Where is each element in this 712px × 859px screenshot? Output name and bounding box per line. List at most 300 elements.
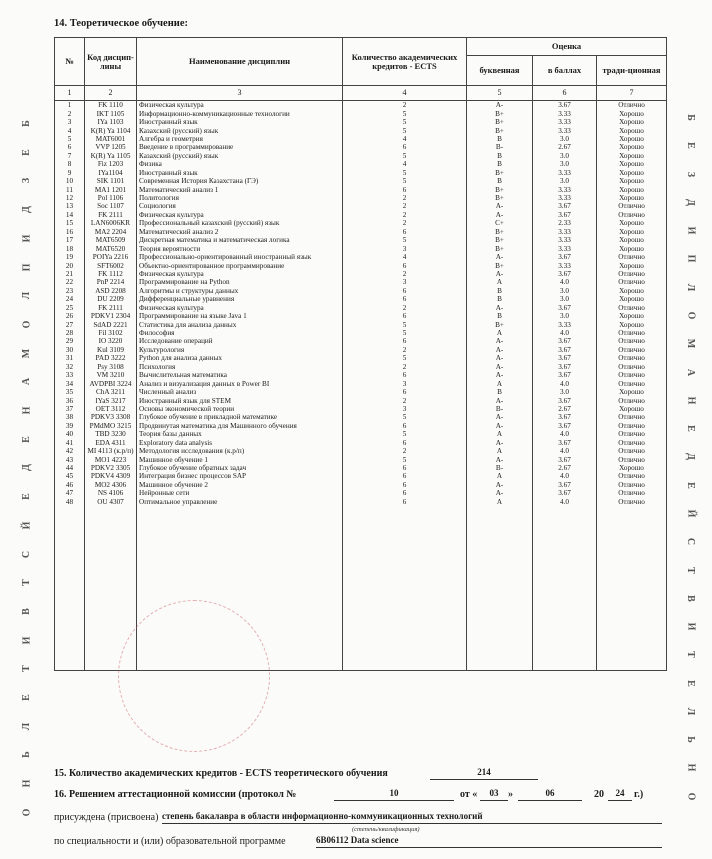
letter-grade: A- [467,439,533,447]
row-number: 33 [55,371,85,379]
table-row [55,118,667,126]
credits: 2 [343,101,467,110]
row-number: 30 [55,346,85,354]
traditional-grade: Отлично [597,354,667,362]
discipline-name: Основы экономической теории [137,405,343,413]
letter-grade: A- [467,371,533,379]
letter-grade: B [467,287,533,295]
grade-points: 3.67 [533,101,597,110]
traditional-grade: Хорошо [597,228,667,236]
credits: 6 [343,261,467,269]
section-title: 14. Теоретическое обучение: [54,18,188,29]
discipline-code: IYaS 3217 [85,396,137,404]
grade-points: 3.67 [533,354,597,362]
credits: 2 [343,194,467,202]
row-number: 2 [55,109,85,117]
row-number: 13 [55,202,85,210]
grade-points: 3.67 [533,371,597,379]
letter-grade: B+ [467,194,533,202]
credits: 5 [343,430,467,438]
discipline-name: Физическая культура [137,270,343,278]
row-number: 27 [55,320,85,328]
side-watermark-right [686,112,695,802]
traditional-grade: Отлично [597,329,667,337]
traditional-grade: Хорошо [597,219,667,227]
grade-points: 4.0 [533,379,597,387]
letter-grade: A [467,329,533,337]
grade-points: 3.67 [533,337,597,345]
watermark-letter: И [685,226,697,235]
credits: 6 [343,498,467,671]
column-number: 1 [55,86,85,101]
letter-grade: A [467,447,533,455]
watermark-letter: Н [21,406,33,415]
letter-grade: A- [467,422,533,430]
table-row [55,219,667,227]
watermark-letter: Д [21,464,33,472]
traditional-grade: Хорошо [597,169,667,177]
watermark-letter: С [21,550,33,558]
discipline-name: Философия [137,329,343,337]
table-row [55,135,667,143]
grade-points: 3.0 [533,152,597,160]
credits: 2 [343,346,467,354]
header-traditional: тради-ционная [597,56,667,86]
column-number: 5 [467,86,533,101]
credits: 4 [343,160,467,168]
credits: 2 [343,219,467,227]
discipline-name: Алгоритмы и структуры данных [137,287,343,295]
credits: 6 [343,422,467,430]
table-row [55,447,667,455]
traditional-grade: Отлично [597,346,667,354]
watermark-letter: Н [685,396,697,405]
credits: 2 [343,211,467,219]
letter-grade: A- [467,455,533,463]
discipline-code: MAT6001 [85,135,137,143]
traditional-grade: Отлично [597,481,667,489]
column-number: 3 [137,86,343,101]
discipline-name: Теория базы данных [137,430,343,438]
letter-grade: A- [467,481,533,489]
row-number: 39 [55,422,85,430]
credits: 2 [343,270,467,278]
watermark-letter: Е [685,481,697,489]
letter-grade: B+ [467,118,533,126]
row-number: 18 [55,244,85,252]
decision-year: 24 [608,788,632,801]
grades-body [55,86,667,671]
traditional-grade: Отлично [597,430,667,438]
grade-points: 3.67 [533,413,597,421]
discipline-name: Физика [137,160,343,168]
row-number: 25 [55,304,85,312]
credits: 5 [343,320,467,328]
discipline-code: Fiz 1203 [85,160,137,168]
traditional-grade: Хорошо [597,236,667,244]
discipline-code: DU 2209 [85,295,137,303]
program-name: 6В06112 Data science [316,835,662,848]
credits: 5 [343,455,467,463]
table-row [55,388,667,396]
letter-grade: A [467,278,533,286]
traditional-grade: Хорошо [597,261,667,269]
table-row [55,152,667,160]
grade-points: 3.0 [533,312,597,320]
row-number: 24 [55,295,85,303]
grade-points: 3.33 [533,109,597,117]
discipline-name: Статистика для анализа данных [137,320,343,328]
table-row [55,379,667,387]
discipline-code: MA2 2204 [85,228,137,236]
discipline-code: PDKV2 3305 [85,464,137,472]
watermark-letter: Д [685,453,697,461]
grade-points: 3.67 [533,202,597,210]
discipline-name: Программирование на языке Java 1 [137,312,343,320]
traditional-grade: Хорошо [597,464,667,472]
table-row [55,455,667,463]
traditional-grade: Отлично [597,472,667,480]
discipline-code: Fil 3102 [85,329,137,337]
watermark-letter: Т [685,566,697,574]
letter-grade: B+ [467,261,533,269]
discipline-code: Kul 3109 [85,346,137,354]
traditional-grade: Отлично [597,304,667,312]
traditional-grade: Отлично [597,489,667,497]
table-row [55,270,667,278]
grade-points: 4.0 [533,498,597,671]
watermark-letter: Е [21,493,33,500]
table-row [55,329,667,337]
table-row [55,143,667,151]
credits: 2 [343,304,467,312]
credits: 5 [343,109,467,117]
discipline-code: SFT6002 [85,261,137,269]
row-number: 43 [55,455,85,463]
discipline-name: Глубокое обучение обратных задач [137,464,343,472]
column-number: 6 [533,86,597,101]
row-number: 1 [55,101,85,110]
discipline-name: Иностранный язык [137,118,343,126]
watermark-letter: О [685,792,697,801]
discipline-code: K(R) Ya 1105 [85,152,137,160]
table-row [55,253,667,261]
side-watermark-left [22,118,31,818]
traditional-grade: Хорошо [597,143,667,151]
letter-grade: B- [467,143,533,151]
watermark-letter: М [685,339,697,349]
row-number: 4 [55,126,85,134]
grade-points: 3.33 [533,194,597,202]
traditional-grade: Отлично [597,211,667,219]
watermark-letter: Д [21,206,33,214]
discipline-name: Психология [137,363,343,371]
row-number: 22 [55,278,85,286]
traditional-grade: Хорошо [597,295,667,303]
discipline-code: PnP 2214 [85,278,137,286]
grade-points: 3.33 [533,261,597,269]
traditional-grade: Отлично [597,455,667,463]
table-row [55,430,667,438]
grade-points: 4.0 [533,447,597,455]
row-number: 21 [55,270,85,278]
discipline-code: PDKV1 2304 [85,312,137,320]
letter-grade: B+ [467,185,533,193]
traditional-grade: Отлично [597,439,667,447]
discipline-name: Физическая культура [137,304,343,312]
decision-month: 06 [518,788,582,801]
discipline-code: TBD 3230 [85,430,137,438]
letter-grade: A- [467,202,533,210]
discipline-name: Машинное обучение 2 [137,481,343,489]
credits: 6 [343,388,467,396]
traditional-grade: Отлично [597,253,667,261]
grade-points: 3.33 [533,244,597,252]
row-number: 29 [55,337,85,345]
watermark-letter: Ь [21,751,33,759]
table-row [55,439,667,447]
letter-grade: C+ [467,219,533,227]
discipline-name: Введение в программирование [137,143,343,151]
discipline-name: Алгебра и геометрия [137,135,343,143]
from-label: от « [460,789,478,800]
letter-grade: B+ [467,169,533,177]
discipline-code: SdAD 2221 [85,320,137,328]
column-numbers-row [55,86,667,101]
credits: 5 [343,169,467,177]
letter-grade: A- [467,396,533,404]
grade-points: 3.0 [533,135,597,143]
credits: 6 [343,295,467,303]
credits: 5 [343,118,467,126]
column-number: 4 [343,86,467,101]
watermark-letter: Е [21,435,33,443]
traditional-grade: Отлично [597,278,667,286]
discipline-name: Физическая культура [137,101,343,110]
row-number: 38 [55,413,85,421]
discipline-code: POIYa 2216 [85,253,137,261]
grade-points: 4.0 [533,329,597,337]
discipline-name: Иностранный язык [137,169,343,177]
credits: 3 [343,244,467,252]
watermark-letter: Й [21,521,33,530]
watermark-letter: В [685,594,697,602]
grade-points: 4.0 [533,472,597,480]
watermark-letter: Е [21,694,33,701]
header-grade: Оценка [467,38,667,56]
discipline-code: PAD 3222 [85,354,137,362]
letter-grade: B+ [467,244,533,252]
row-number: 15 [55,219,85,227]
watermark-letter: Л [21,291,33,300]
discipline-code: SIK 1101 [85,177,137,185]
grade-points: 3.33 [533,169,597,177]
table-row [55,177,667,185]
credits: 5 [343,329,467,337]
watermark-letter: З [685,171,697,177]
discipline-code: EDA 4311 [85,439,137,447]
credits: 5 [343,413,467,421]
table-row [55,160,667,168]
watermark-letter: М [21,348,33,358]
row-number: 6 [55,143,85,151]
table-row [55,261,667,269]
watermark-letter: П [21,263,33,271]
letter-grade: B+ [467,236,533,244]
discipline-name: Машинное обучение 1 [137,455,343,463]
credits: 4 [343,135,467,143]
letter-grade: B [467,295,533,303]
grade-points: 3.67 [533,253,597,261]
row-number: 12 [55,194,85,202]
discipline-code: VM 3210 [85,371,137,379]
watermark-letter: Е [685,679,697,687]
credits: 5 [343,126,467,134]
credits: 5 [343,236,467,244]
row-number: 11 [55,185,85,193]
row-number: 8 [55,160,85,168]
watermark-letter: И [685,622,697,631]
credits: 3 [343,278,467,286]
table-row [55,363,667,371]
discipline-code: FK 2111 [85,304,137,312]
row-number: 17 [55,236,85,244]
row-number: 26 [55,312,85,320]
column-number: 2 [85,86,137,101]
credits: 6 [343,439,467,447]
discipline-code: MA1 1201 [85,185,137,193]
table-row [55,278,667,286]
table-row [55,489,667,497]
discipline-code: Soc 1107 [85,202,137,210]
header-letter: буквенная [467,56,533,86]
discipline-code: ASD 2208 [85,287,137,295]
watermark-letter: Е [21,148,33,156]
discipline-code: Pol 1106 [85,194,137,202]
discipline-code: PMdMO 3215 [85,422,137,430]
letter-grade: A- [467,489,533,497]
letter-grade: B- [467,464,533,472]
grade-points: 3.33 [533,228,597,236]
grade-points: 3.0 [533,287,597,295]
discipline-name: Exploratory data analysis [137,439,343,447]
program-label: по специальности и (или) образовательной программе [54,836,286,847]
watermark-letter: А [21,378,33,386]
credits: 2 [343,396,467,404]
credits: 5 [343,152,467,160]
discipline-name: Продвинутая математика для Машинного обучения [137,422,343,430]
traditional-grade: Отлично [597,422,667,430]
watermark-letter: Н [685,764,697,772]
discipline-code: OET 3112 [85,405,137,413]
traditional-grade: Хорошо [597,405,667,413]
letter-grade: A- [467,363,533,371]
traditional-grade: Хорошо [597,312,667,320]
credits: 2 [343,447,467,455]
watermark-letter: О [21,320,33,329]
watermark-letter: О [685,311,697,320]
traditional-grade: Отлично [597,363,667,371]
discipline-name: Программирование на Python [137,278,343,286]
table-row [55,337,667,345]
grade-points: 2.33 [533,219,597,227]
discipline-code: ChA 3211 [85,388,137,396]
grade-points: 3.67 [533,363,597,371]
grade-points: 4.0 [533,430,597,438]
discipline-name: Казахский (русский) язык [137,152,343,160]
letter-grade: B [467,152,533,160]
credits: 6 [343,371,467,379]
traditional-grade: Хорошо [597,152,667,160]
credits: 6 [343,337,467,345]
table-row [55,211,667,219]
grade-points: 3.33 [533,320,597,328]
discipline-name: Численный анализ [137,388,343,396]
watermark-letter: Л [685,283,697,291]
grade-points: 3.67 [533,455,597,463]
discipline-name: Исследование операций [137,337,343,345]
discipline-code: MI 4113 (к.р/п) [85,447,137,455]
grade-points: 3.67 [533,439,597,447]
credits-total-label: 15. Количество академических кредитов - ECTS теоретического обучения [54,768,388,779]
table-row [55,109,667,117]
discipline-name: Теория вероятности [137,244,343,252]
letter-grade: A- [467,211,533,219]
traditional-grade: Хорошо [597,109,667,117]
table-row [55,354,667,362]
header-credits: Количество академических кредитов - ECTS [343,38,467,86]
traditional-grade: Хорошо [597,185,667,193]
row-number: 40 [55,430,85,438]
protocol-number: 10 [334,788,454,801]
credits: 6 [343,464,467,472]
grade-points: 2.67 [533,143,597,151]
credits: 6 [343,481,467,489]
credits: 3 [343,379,467,387]
traditional-grade: Отлично [597,202,667,210]
letter-grade: B [467,312,533,320]
seal-stamp [118,600,270,752]
grade-points: 3.0 [533,177,597,185]
watermark-letter: Н [21,779,33,788]
letter-grade: A- [467,354,533,362]
letter-grade: B+ [467,126,533,134]
discipline-name: Культурология [137,346,343,354]
discipline-name: Методология исследования (к.р/п) [137,447,343,455]
grade-points: 2.67 [533,464,597,472]
watermark-letter: И [21,234,33,243]
year-prefix: 20 [594,789,604,800]
table-row [55,371,667,379]
watermark-letter: Л [685,707,697,716]
watermark-letter: И [21,636,33,645]
row-number: 9 [55,169,85,177]
row-number: 47 [55,489,85,497]
grade-points: 3.67 [533,396,597,404]
traditional-grade: Хорошо [597,320,667,328]
discipline-name: Глубокое обучение в прикладной математике [137,413,343,421]
credits: 4 [343,253,467,261]
discipline-code: IYa 1103 [85,118,137,126]
credits: 6 [343,472,467,480]
discipline-name: Политология [137,194,343,202]
grade-points: 3.67 [533,270,597,278]
discipline-name: Современная История Казахстана (ГЭ) [137,177,343,185]
header-name: Наименование дисциплин [137,38,343,86]
watermark-letter: Е [685,142,697,150]
row-number: 16 [55,228,85,236]
table-row [55,194,667,202]
